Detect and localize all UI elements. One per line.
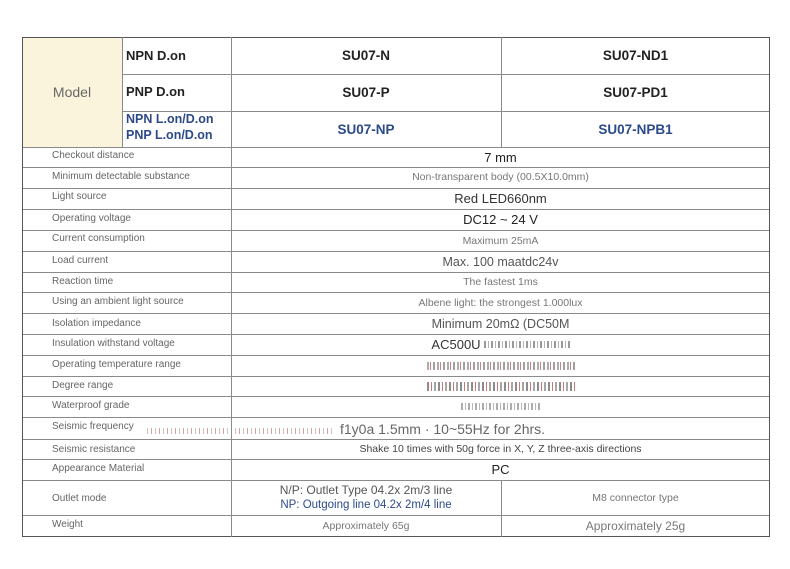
spec-value-waterproof (231, 396, 770, 417)
spec-value-appearance-material: PC (491, 462, 510, 477)
type-label-npn-don: NPN D.on (126, 48, 186, 63)
grid-line (22, 459, 770, 460)
spec-label-appearance-material: Appearance Material (52, 463, 145, 474)
spec-value-load-current: Max. 100 maatdc24v (442, 254, 559, 269)
grid-line (22, 251, 770, 252)
spec-value-seismic-resistance: Shake 10 times with 50g force in X, Y, Z three-axis directions (359, 443, 642, 455)
spec-label-current-consumption: Current consumption (52, 233, 145, 244)
spec-value-min-detectable: Non-transparent body (00.5X10.0mm) (412, 171, 589, 183)
garbled-text-strip (427, 362, 575, 370)
code-su07-p: SU07-P (342, 85, 390, 100)
spec-label-seismic-frequency: Seismic frequency (52, 421, 134, 432)
garbled-text-strip (427, 382, 575, 391)
code-su07-pd1: SU07-PD1 (603, 85, 668, 100)
spec-value-operating-voltage: DC12 ~ 24 V (463, 212, 538, 227)
spec-label-reaction-time: Reaction time (52, 276, 114, 287)
grid-line (22, 230, 770, 231)
grid-line (22, 334, 770, 335)
outlet-line-1: N/P: Outlet Type 04.2x 2m/3 line (279, 482, 453, 497)
grid-line (22, 480, 770, 481)
weight-right-value: Approximately 25g (585, 519, 686, 533)
grid-line (122, 37, 123, 147)
model-label: Model (52, 84, 92, 100)
spec-label-degree-range: Degree range (52, 380, 114, 391)
grid-line (501, 37, 502, 147)
grid-line (22, 292, 770, 293)
spec-label-insulation-voltage: Insulation withstand voltage (52, 338, 175, 349)
grid-line (22, 272, 770, 273)
code-su07-nd1: SU07-ND1 (602, 48, 669, 63)
spec-label-min-detectable: Minimum detectable substance (52, 171, 190, 182)
grid-line (22, 536, 770, 537)
grid-line (22, 37, 23, 537)
spec-value-degree-range (231, 376, 770, 396)
spec-value-insulation-voltage (231, 334, 770, 355)
grid-line (22, 396, 770, 397)
grid-line (22, 417, 770, 418)
grid-line (22, 439, 770, 440)
grid-line (22, 515, 770, 516)
spec-label-seismic-resistance: Seismic resistance (52, 444, 136, 455)
type-label-npn-lon: NPN L.on/D.on (126, 112, 214, 126)
seismic-frequency-text: f1y0a 1.5mm · 10~55Hz for 2hrs. (340, 420, 546, 437)
grid-line (22, 313, 770, 314)
grid-line (501, 480, 502, 537)
grid-line (22, 376, 770, 377)
spec-label-waterproof: Waterproof grade (52, 400, 130, 411)
spec-value-isolation-impedance: Minimum 20mΩ (DC50M (431, 316, 570, 331)
grid-line (122, 74, 770, 75)
code-su07-n: SU07-N (341, 48, 390, 63)
type-label-pnp-lon: PNP L.on/D.on (126, 128, 213, 142)
weight-left-value: Approximately 65g (322, 520, 410, 532)
spec-table (22, 37, 770, 537)
garbled-text-strip (461, 403, 541, 410)
outlet-left-value (231, 480, 501, 515)
spec-label-light-source: Light source (52, 191, 107, 202)
spec-value-operating-temp (231, 355, 770, 376)
spec-value-current-consumption: Maximum 25mA (462, 234, 539, 247)
grid-line (22, 37, 770, 38)
spec-value-checkout-distance: 7 mm (484, 149, 517, 165)
insulation-voltage-text: AC500U (431, 337, 481, 352)
seismic-frequency-noise (147, 428, 332, 434)
grid-line (22, 355, 770, 356)
spec-label-load-current: Load current (52, 255, 109, 266)
spec-label-checkout-distance: Checkout distance (52, 150, 135, 161)
spec-value-reaction-time: The fastest 1ms (463, 276, 538, 288)
type-label-pnp-don: PNP D.on (126, 84, 185, 99)
grid-line (22, 147, 770, 148)
spec-value-light-source: Red LED660nm (454, 191, 547, 206)
spec-value-ambient-light: Albene light: the strongest 1.000lux (418, 296, 583, 309)
garbled-text-strip (484, 341, 570, 348)
grid-line (231, 37, 232, 537)
spec-label-operating-temp: Operating temperature range (52, 359, 181, 370)
outlet-line-2: NP: Outgoing line 04.2x 2m/4 line (280, 498, 452, 511)
grid-line (22, 209, 770, 210)
code-su07-np: SU07-NP (337, 121, 395, 137)
grid-line (22, 167, 770, 168)
spec-label-outlet-mode: Outlet mode (52, 493, 107, 504)
code-su07-npb1: SU07-NPB1 (598, 121, 673, 137)
seismic-frequency-value (340, 418, 545, 439)
spec-label-weight: Weight (52, 519, 83, 530)
grid-line (22, 188, 770, 189)
spec-label-isolation-impedance: Isolation impedance (52, 318, 141, 329)
grid-line (122, 111, 770, 112)
spec-label-ambient-light: Using an ambient light source (52, 296, 184, 307)
outlet-right-value: M8 connector type (592, 491, 679, 504)
spec-label-operating-voltage: Operating voltage (52, 213, 131, 224)
grid-line (769, 37, 770, 537)
